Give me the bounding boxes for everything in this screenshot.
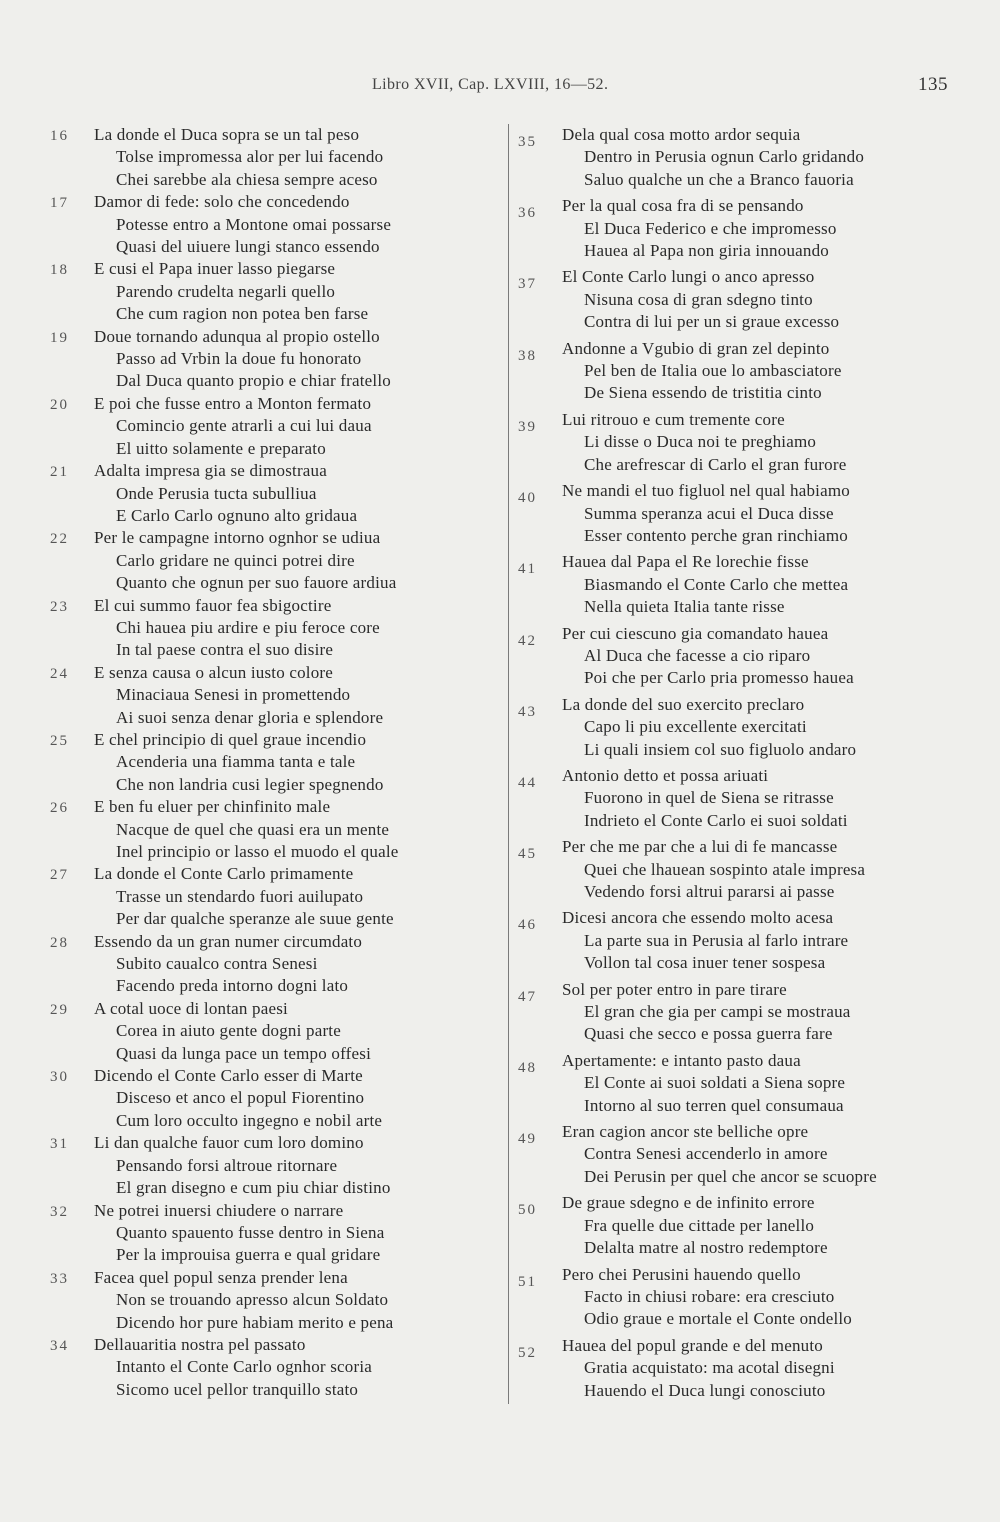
verse-line: Quasi del uiuere lungi stanco essendo [116,237,380,257]
verse-line: E ben fu eluer per chinfinito male [94,797,331,817]
verse-line: Quanto spauento fusse dentro in Siena [116,1222,385,1242]
verse-line: Sicomo ucel pellor tranquillo stato [116,1379,359,1399]
verse-line: E senza causa o alcun iusto colore [94,662,334,682]
verse-line: Fuorono in quel de Siena se ritrasse [584,788,834,808]
stanza-number: 43 [518,703,537,720]
verse-line: Potesse entro a Montone omai possarse [116,214,392,234]
stanza [518,979,968,1046]
stanza-number: 24 [50,665,69,682]
left-column [50,124,490,1401]
page-number: 135 [918,74,948,95]
stanza-number: 42 [518,632,537,649]
verse-line: Parendo crudelta negarli quello [116,281,336,301]
verse-line: Dei Perusin per quel che ancor se scuopre [584,1166,877,1186]
verse-line: Lui ritrouo e cum tremente core [562,409,785,429]
stanza [518,551,968,618]
verse-line: Comincio gente atrarli a cui lui daua [116,416,372,436]
verse-line: Trasse un stendardo fuori auilupato [116,886,364,906]
stanza-number: 46 [518,917,537,934]
stanza [50,191,490,258]
stanza-number: 30 [50,1069,69,1086]
stanza-number: 40 [518,490,537,507]
stanza [50,460,490,527]
stanza-number: 39 [518,418,537,435]
stanza-number: 45 [518,846,537,863]
stanza [518,1121,968,1188]
verse-line: Al Duca che facesse a cio riparo [584,645,811,665]
verse-line: Facendo preda intorno dogni lato [116,976,349,996]
verse-line: Quasi da lunga pace un tempo offesi [116,1043,372,1063]
verse-line: Quanto che ognun per suo fauore ardiua [116,573,397,593]
verse-line: El cui summo fauor fea sbigoctire [94,595,332,615]
verse-line: Sol per poter entro in pare tirare [562,979,787,999]
verse-line: La donde el Duca sopra se un tal peso [94,125,360,144]
verse-line: La donde el Conte Carlo primamente [94,864,354,884]
verse-line: El Conte Carlo lungi o anco apresso [562,267,815,287]
page-header [0,76,1000,102]
verse-line: Pel ben de Italia oue lo ambasciatore [584,361,842,381]
stanza [518,480,968,547]
verse-line: Gratia acquistato: ma acotal disegni [584,1358,835,1378]
verse-line: Pero chei Perusini hauendo quello [562,1264,801,1284]
verse-line: Vedendo forsi altrui pararsi ai passe [584,882,835,901]
stanza [50,124,490,191]
verse-line: E poi che fusse entro a Monton fermato [94,393,372,413]
stanza [518,623,968,690]
verse-line: Biasmando el Conte Carlo che mettea [584,574,849,594]
verse-line: Non se trouando apresso alcun Soldato [116,1290,389,1310]
stanza [518,1264,968,1331]
verse-line: Cum loro occulto ingegno e nobil arte [116,1110,383,1130]
stanza [518,836,968,903]
stanza-number: 26 [50,800,69,817]
stanza-number: 32 [50,1203,69,1220]
stanza [50,1334,490,1401]
stanza [50,998,490,1065]
stanza-number: 29 [50,1001,69,1018]
stanza-number: 35 [518,134,537,150]
stanza [50,393,490,460]
verse-line: Poi che per Carlo pria promesso hauea [584,668,854,688]
verse-line: Per dar qualche speranze ale suue gente [116,909,394,929]
stanza [50,729,490,796]
stanza [50,1132,490,1199]
verse-line: Adalta impresa gia se dimostraua [94,461,327,481]
stanza [50,1200,490,1267]
verse-line: Vollon tal cosa inuer tener sospesa [584,953,826,973]
verse-line: Ne potrei inuersi chiudere o narrare [94,1200,344,1220]
verse-line: Damor di fede: solo che concedendo [94,192,350,212]
stanza [518,1335,968,1402]
verse-line: Per cui ciescuno gia comandato hauea [562,623,829,643]
verse-line: Dentro in Perusia ognun Carlo gridando [584,147,865,167]
verse-line: Quei che lhauean sospinto atale impresa [584,859,866,879]
stanza [50,796,490,863]
verse-line: El Conte ai suoi soldati a Siena sopre [584,1073,846,1093]
stanza-number: 17 [50,195,69,212]
verse-line: Apertamente: e intanto pasto daua [562,1050,801,1070]
verse-line: Doue tornando adunqua al propio ostello [94,326,380,346]
stanza [50,1065,490,1132]
stanza [518,338,968,405]
verse-line: Contra di lui per un si graue excesso [584,312,840,332]
stanza [518,266,968,333]
verse-line: El gran che gia per campi se mostraua [584,1002,851,1022]
verse-line: E chel principio di quel graue incendio [94,729,367,749]
verse-line: Eran cagion ancor ste belliche opre [562,1122,809,1142]
verse-line: Nisuna cosa di gran sdegno tinto [584,289,813,309]
stanza-number: 38 [518,347,537,364]
verse-line: Dicesi ancora che essendo molto acesa [562,908,834,928]
stanza-number: 49 [518,1131,537,1148]
verse-line: Facto in chiusi robare: era cresciuto [584,1286,835,1306]
stanza-number: 34 [50,1337,69,1354]
verse-line: Delalta matre al nostro redemptore [584,1238,828,1258]
stanza [50,258,490,325]
verse-line: Per la qual cosa fra di se pensando [562,196,804,216]
stanza [50,863,490,930]
verse-line: Antonio detto et possa ariuati [562,765,769,785]
stanza-number: 25 [50,732,69,749]
stanza-number: 19 [50,329,69,346]
verse-line: Dela qual cosa motto ardor sequia [562,125,801,144]
verse-line: Andonne a Vgubio di gran zel depinto [562,338,830,358]
stanza [518,1192,968,1259]
verse-line: Subito caualco contra Senesi [116,954,318,974]
verse-line: Per la improuisa guerra e qual gridare [116,1245,381,1265]
stanza [518,907,968,974]
stanza-number: 20 [50,396,69,413]
stanza [50,326,490,393]
verse-line: Indrieto el Conte Carlo ei suoi soldati [584,810,848,830]
verse-line: Saluo qualche un che a Branco fauoria [584,169,854,189]
verse-line: Per le campagne intorno ognhor se udiua [94,528,381,548]
verse-line: Hauea dal Papa el Re lorechie fisse [562,552,809,572]
verse-line: Hauendo el Duca lungi conosciuto [584,1380,826,1400]
verse-line: Corea in aiuto gente dogni parte [116,1021,341,1041]
stanza-number: 33 [50,1270,69,1287]
verse-line: Acenderia una fiamma tanta e tale [116,752,356,772]
stanza [50,931,490,998]
verse-line: A cotal uoce di lontan paesi [94,998,288,1018]
verse-line: Carlo gridare ne quinci potrei dire [116,550,355,570]
verse-line: Intanto el Conte Carlo ognhor scoria [116,1357,372,1377]
running-head: Libro XVII, Cap. LXVIII, 16—52. [372,76,609,93]
verse-line: Quasi che secco e possa guerra fare [584,1024,833,1044]
verse-line: Fra quelle due cittade per lanello [584,1215,815,1235]
verse-line: E cusi el Papa inuer lasso piegarse [94,259,336,279]
verse-line: Disceso et anco el popul Fiorentino [116,1088,365,1108]
column-divider [508,124,509,1404]
stanza-number: 41 [518,561,537,578]
stanza [518,1050,968,1117]
stanza-number: 23 [50,598,69,615]
stanza [50,595,490,662]
verse-line: Esser contento perche gran rinchiamo [584,525,848,545]
stanza-number: 47 [518,988,537,1005]
verse-line: Ne mandi el tuo figluol nel qual habiamo [562,481,850,501]
stanza [518,409,968,476]
verse-line: Che arefrescar di Carlo el gran furore [584,454,847,474]
verse-line: Li disse o Duca noi te preghiamo [584,432,817,452]
verse-line: El uitto solamente e preparato [116,438,326,458]
verse-line: Li quali insiem col suo figluolo andaro [584,739,857,759]
verse-line: Passo ad Vrbin la doue fu honorato [116,349,362,369]
stanza [518,124,968,191]
stanza-number: 16 [50,128,69,144]
verse-line: Intorno al suo terren quel consumaua [584,1095,844,1115]
verse-line: Per che me par che a lui di fe mancasse [562,837,838,857]
verse-line: Chei sarebbe ala chiesa sempre aceso [116,169,378,189]
verse-line: Onde Perusia tucta subulliua [116,483,317,503]
verse-line: Chi haueа piu ardire e piu feroce core [116,617,380,637]
verse-line: Dellauaritia nostra pel passato [94,1334,306,1354]
verse-line: Dal Duca quanto propio e chiar fratello [116,371,391,391]
stanza-number: 52 [518,1344,537,1361]
stanza-number: 50 [518,1202,537,1219]
verse-line: Contra Senesi accenderlo in amore [584,1144,828,1164]
stanza-number: 36 [518,205,537,222]
stanza-number: 48 [518,1059,537,1076]
verse-line: Che cum ragion non potea ben farse [116,304,369,324]
verse-line: Essendo da un gran numer circumdato [94,931,363,951]
stanza-number: 22 [50,531,69,548]
verse-line: El Duca Federico e che impromesso [584,218,837,238]
verse-line: Che non landria cusi legier spegnendo [116,774,384,794]
stanza-number: 28 [50,934,69,951]
verse-line: De graue sdegno e de infinito errore [562,1193,815,1213]
stanza-number: 31 [50,1136,69,1153]
verse-line: Capo li piu excellente exercitati [584,717,807,737]
stanza-number: 51 [518,1273,537,1290]
stanza-number: 27 [50,867,69,884]
stanza [518,765,968,832]
verse-line: Summa speranza acui el Duca disse [584,503,834,523]
stanza [518,694,968,761]
verse-line: Nella quieta Italia tante risse [584,597,785,617]
right-column [518,124,968,1402]
verse-line: Ai suoi senza denar gloria e splendore [116,707,384,727]
verse-line: Dicendo el Conte Carlo esser di Marte [94,1066,363,1086]
stanza [50,662,490,729]
verse-line: El gran disegno e cum piu chiar distino [116,1178,391,1198]
verse-line: Hauea del popul grande e del menuto [562,1335,823,1355]
stanza [518,195,968,262]
stanza [50,1267,490,1334]
stanza-number: 18 [50,262,69,279]
verse-line: Facea quel popul senza prender lena [94,1267,348,1287]
verse-line: Hauea al Papa non giria innouando [584,241,829,261]
verse-line: La donde del suo exercito preclaro [562,694,805,714]
verse-line: Dicendo hor pure habiam merito e pena [116,1312,394,1332]
verse-line: Tolse impromessa alor per lui facendo [116,147,384,167]
verse-line: La parte sua in Perusia al farlo intrare [584,930,849,950]
verse-line: Nacque de quel che quasi era un mente [116,819,390,839]
verse-line: In tal paese contra el suo disire [116,640,334,660]
verse-line: Inel principio or lasso el muodo el quale [116,842,399,861]
stanza-number: 44 [518,774,537,791]
verse-line: Odio graue e mortale el Conte ondello [584,1309,852,1329]
verse-line: Pensando forsi altroue ritornare [116,1155,338,1175]
stanza-number: 37 [518,276,537,293]
verse-line: Li dan qualche fauor cum loro domino [94,1133,364,1153]
verse-line: E Carlo Carlo ognuno alto gridaua [116,505,358,525]
stanza-number: 21 [50,464,69,481]
verse-line: De Siena essendo de tristitia cinto [584,383,822,403]
stanza [50,527,490,594]
verse-line: Minaciaua Senesi in promettendo [116,685,351,705]
